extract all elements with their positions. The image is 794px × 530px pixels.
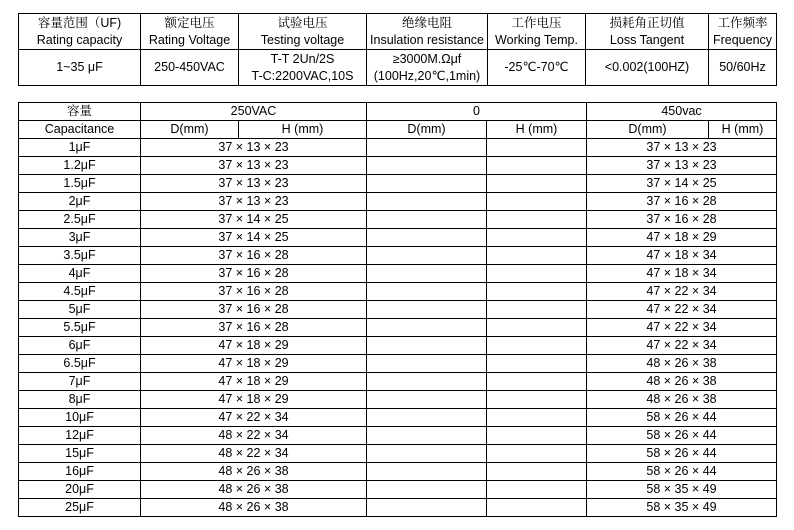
capacitance-cell: 4.5μF xyxy=(19,283,141,301)
dim-0-d-cell xyxy=(367,283,487,301)
sub-header-h: H (mm) xyxy=(487,121,587,139)
table-row xyxy=(19,463,777,481)
dim-0-d-cell xyxy=(367,211,487,229)
dim-250vac-cell: 37 × 16 × 28 xyxy=(141,265,367,283)
header-en: Insulation resistance xyxy=(370,32,484,47)
dim-450vac-cell: 37 × 13 × 23 xyxy=(587,139,777,157)
dim-450vac-cell: 58 × 35 × 49 xyxy=(587,499,777,517)
spec-header-cell xyxy=(488,14,586,50)
capacitance-cell: 2μF xyxy=(19,193,141,211)
spec-table xyxy=(18,13,777,86)
group-header-250vac: 250VAC xyxy=(141,103,367,121)
spec-header-cell xyxy=(141,14,239,50)
dim-0-d-cell xyxy=(367,175,487,193)
dim-0-d-cell xyxy=(367,463,487,481)
header-en: Testing voltage xyxy=(260,32,345,47)
table-row xyxy=(19,157,777,175)
table-row xyxy=(19,481,777,499)
spec-value-cell xyxy=(586,50,709,86)
dim-0-d-cell xyxy=(367,409,487,427)
capacitance-cell: 4μF xyxy=(19,265,141,283)
dim-0-h-cell xyxy=(487,157,587,175)
spec-header-row xyxy=(19,14,777,50)
sub-header-d: D(mm) xyxy=(367,121,487,139)
value-line: 250-450VAC xyxy=(154,60,225,74)
table-row xyxy=(19,283,777,301)
dim-450vac-cell: 48 × 26 × 38 xyxy=(587,373,777,391)
table-row xyxy=(19,373,777,391)
sub-header-d: D(mm) xyxy=(587,121,709,139)
table-row xyxy=(19,301,777,319)
dim-450vac-cell: 48 × 26 × 38 xyxy=(587,391,777,409)
value-line: ≥3000M.Ωμf xyxy=(392,51,462,66)
dim-0-d-cell xyxy=(367,499,487,517)
dim-250vac-cell: 37 × 16 × 28 xyxy=(141,319,367,337)
capacitance-cell: 8μF xyxy=(19,391,141,409)
spec-value-row xyxy=(19,50,777,86)
value-line: (100Hz,20℃,1min) xyxy=(373,68,481,83)
table-row xyxy=(19,391,777,409)
capacitance-cell: 2.5μF xyxy=(19,211,141,229)
dim-250vac-cell: 47 × 18 × 29 xyxy=(141,391,367,409)
table-row xyxy=(19,355,777,373)
dim-450vac-cell: 48 × 26 × 38 xyxy=(587,355,777,373)
dim-0-h-cell xyxy=(487,499,587,517)
spec-header-cell xyxy=(586,14,709,50)
dim-450vac-cell: 37 × 16 × 28 xyxy=(587,211,777,229)
capacitance-cell: 1.2μF xyxy=(19,157,141,175)
table-row xyxy=(19,229,777,247)
header-cn: 工作电压 xyxy=(511,15,562,30)
dim-0-h-cell xyxy=(487,139,587,157)
spec-header-cell xyxy=(19,14,141,50)
capacitance-cell: 3.5μF xyxy=(19,247,141,265)
spec-header-cell xyxy=(239,14,367,50)
dim-250vac-cell: 48 × 26 × 38 xyxy=(141,481,367,499)
header-cn: 绝缘电阻 xyxy=(401,15,452,30)
table-row xyxy=(19,139,777,157)
dim-450vac-cell: 37 × 14 × 25 xyxy=(587,175,777,193)
dim-0-h-cell xyxy=(487,391,587,409)
table-row xyxy=(19,175,777,193)
capacitance-cell: 15μF xyxy=(19,445,141,463)
dim-0-h-cell xyxy=(487,193,587,211)
dim-0-h-cell xyxy=(487,337,587,355)
value-line: T-C:2200VAC,10S xyxy=(251,68,354,83)
capacitance-cell: 6.5μF xyxy=(19,355,141,373)
table-row xyxy=(19,211,777,229)
value-line: -25℃-70℃ xyxy=(504,60,569,74)
table-row xyxy=(19,427,777,445)
dim-450vac-cell: 47 × 18 × 34 xyxy=(587,247,777,265)
dim-250vac-cell: 37 × 13 × 23 xyxy=(141,175,367,193)
spec-value-cell xyxy=(488,50,586,86)
dim-0-h-cell xyxy=(487,427,587,445)
header-en: Loss Tangent xyxy=(609,32,685,47)
dim-0-h-cell xyxy=(487,175,587,193)
capacitance-cell: 7μF xyxy=(19,373,141,391)
header-cn: 容量范围（UF) xyxy=(37,15,122,30)
capacitance-cell: 12μF xyxy=(19,427,141,445)
value-line: <0.002(100HZ) xyxy=(604,60,690,74)
dim-250vac-cell: 37 × 13 × 23 xyxy=(141,139,367,157)
spec-value-cell xyxy=(239,50,367,86)
capacitance-cell: 5.5μF xyxy=(19,319,141,337)
dim-0-h-cell xyxy=(487,373,587,391)
capacitance-cell: 1.5μF xyxy=(19,175,141,193)
sub-header-h: H (mm) xyxy=(709,121,777,139)
dim-0-d-cell xyxy=(367,445,487,463)
spec-value-cell xyxy=(709,50,777,86)
dim-0-h-cell xyxy=(487,409,587,427)
table-row xyxy=(19,409,777,427)
dim-450vac-cell: 37 × 16 × 28 xyxy=(587,193,777,211)
table-row xyxy=(19,247,777,265)
spec-header-cell xyxy=(367,14,488,50)
dim-0-h-cell xyxy=(487,247,587,265)
dim-250vac-cell: 47 × 22 × 34 xyxy=(141,409,367,427)
dim-0-d-cell xyxy=(367,319,487,337)
spec-value-cell xyxy=(19,50,141,86)
dim-250vac-cell: 37 × 16 × 28 xyxy=(141,247,367,265)
dim-450vac-cell: 47 × 22 × 34 xyxy=(587,319,777,337)
sub-header-d: D(mm) xyxy=(141,121,239,139)
dim-450vac-cell: 47 × 22 × 34 xyxy=(587,337,777,355)
table-row xyxy=(19,265,777,283)
dim-0-d-cell xyxy=(367,355,487,373)
dim-group-header-row xyxy=(19,103,777,121)
dim-0-d-cell xyxy=(367,157,487,175)
header-cn: 试验电压 xyxy=(277,15,328,30)
header-en: Frequency xyxy=(712,32,773,47)
header-cn: 工作频率 xyxy=(717,15,768,30)
dim-250vac-cell: 37 × 14 × 25 xyxy=(141,229,367,247)
dim-250vac-cell: 48 × 22 × 34 xyxy=(141,427,367,445)
value-line: 50/60Hz xyxy=(719,60,766,74)
dim-0-d-cell xyxy=(367,229,487,247)
dim-0-h-cell xyxy=(487,283,587,301)
value-line: 1~35 μF xyxy=(56,60,103,74)
table-row xyxy=(19,193,777,211)
spec-value-cell xyxy=(141,50,239,86)
header-en: Rating Voltage xyxy=(148,32,231,47)
dim-250vac-cell: 48 × 26 × 38 xyxy=(141,499,367,517)
dim-250vac-cell: 37 × 13 × 23 xyxy=(141,193,367,211)
dim-0-d-cell xyxy=(367,337,487,355)
dim-0-d-cell xyxy=(367,301,487,319)
header-en: Rating capacity xyxy=(36,32,123,47)
dim-450vac-cell: 58 × 26 × 44 xyxy=(587,409,777,427)
dim-250vac-cell: 48 × 26 × 38 xyxy=(141,463,367,481)
value-line: T-T 2Un/2S xyxy=(270,51,335,66)
dim-0-d-cell xyxy=(367,481,487,499)
dim-450vac-cell: 47 × 18 × 29 xyxy=(587,229,777,247)
dim-0-d-cell xyxy=(367,373,487,391)
capacitance-cell: 5μF xyxy=(19,301,141,319)
capacitance-header-cn: 容量 xyxy=(19,103,141,121)
table-row xyxy=(19,337,777,355)
dim-0-d-cell xyxy=(367,247,487,265)
dim-0-h-cell xyxy=(487,481,587,499)
dim-450vac-cell: 58 × 26 × 44 xyxy=(587,427,777,445)
capacitance-cell: 6μF xyxy=(19,337,141,355)
dimension-table xyxy=(18,102,777,517)
spec-value-cell xyxy=(367,50,488,86)
dim-0-h-cell xyxy=(487,355,587,373)
dim-0-d-cell xyxy=(367,193,487,211)
capacitance-cell: 25μF xyxy=(19,499,141,517)
dim-250vac-cell: 37 × 13 × 23 xyxy=(141,157,367,175)
dim-0-d-cell xyxy=(367,139,487,157)
sub-header-h: H (mm) xyxy=(239,121,367,139)
dim-0-d-cell xyxy=(367,391,487,409)
dim-250vac-cell: 37 × 16 × 28 xyxy=(141,301,367,319)
dim-250vac-cell: 37 × 14 × 25 xyxy=(141,211,367,229)
dim-0-h-cell xyxy=(487,445,587,463)
dim-450vac-cell: 47 × 18 × 34 xyxy=(587,265,777,283)
capacitance-cell: 3μF xyxy=(19,229,141,247)
table-row xyxy=(19,499,777,517)
dim-0-h-cell xyxy=(487,319,587,337)
dim-0-h-cell xyxy=(487,211,587,229)
dim-450vac-cell: 58 × 26 × 44 xyxy=(587,463,777,481)
group-header-0: 0 xyxy=(367,103,587,121)
dim-0-h-cell xyxy=(487,463,587,481)
dim-450vac-cell: 58 × 26 × 44 xyxy=(587,445,777,463)
capacitance-cell: 10μF xyxy=(19,409,141,427)
dim-0-h-cell xyxy=(487,265,587,283)
spec-header-cell xyxy=(709,14,777,50)
dim-0-d-cell xyxy=(367,265,487,283)
capacitance-cell: 20μF xyxy=(19,481,141,499)
group-header-450vac: 450vac xyxy=(587,103,777,121)
header-cn: 额定电压 xyxy=(164,15,215,30)
dim-0-h-cell xyxy=(487,229,587,247)
dim-450vac-cell: 47 × 22 × 34 xyxy=(587,301,777,319)
dim-450vac-cell: 37 × 13 × 23 xyxy=(587,157,777,175)
capacitance-cell: 16μF xyxy=(19,463,141,481)
capacitance-header-en: Capacitance xyxy=(19,121,141,139)
capacitance-cell: 1μF xyxy=(19,139,141,157)
dim-450vac-cell: 58 × 35 × 49 xyxy=(587,481,777,499)
dim-sub-header-row xyxy=(19,121,777,139)
dim-250vac-cell: 48 × 22 × 34 xyxy=(141,445,367,463)
dim-250vac-cell: 47 × 18 × 29 xyxy=(141,337,367,355)
table-row xyxy=(19,319,777,337)
dim-250vac-cell: 47 × 18 × 29 xyxy=(141,355,367,373)
dim-250vac-cell: 37 × 16 × 28 xyxy=(141,283,367,301)
dim-0-d-cell xyxy=(367,427,487,445)
header-en: Working Temp. xyxy=(495,32,578,47)
dim-0-h-cell xyxy=(487,301,587,319)
dim-450vac-cell: 47 × 22 × 34 xyxy=(587,283,777,301)
dim-250vac-cell: 47 × 18 × 29 xyxy=(141,373,367,391)
table-row xyxy=(19,445,777,463)
header-cn: 损耗角正切值 xyxy=(609,15,685,30)
